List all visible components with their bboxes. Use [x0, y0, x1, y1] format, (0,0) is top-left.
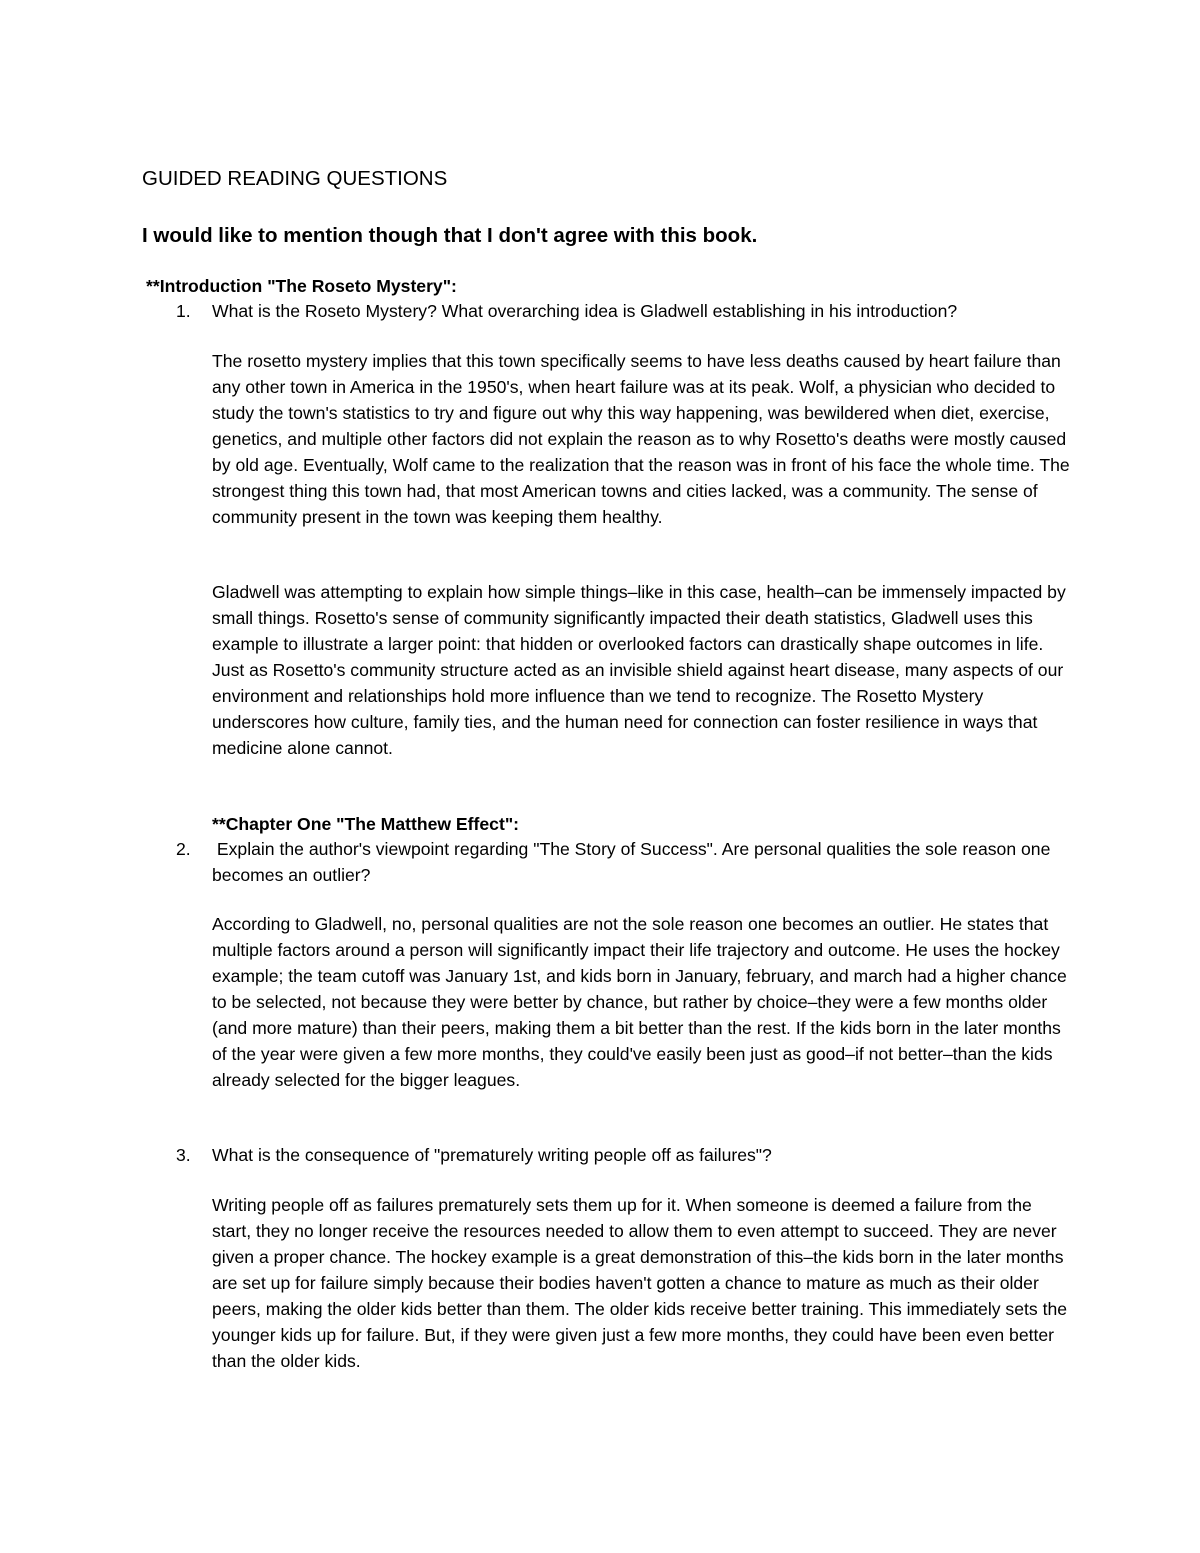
answer-paragraph: According to Gladwell, no, personal qualities are not the sole reason one becomes an outlier. He states that multiple factors around a person will significantly impact their life trajectory and outcome. He uses the hockey example; the team cutoff was January 1st, and kids born in January, february, and march had a higher chance to be selected, not because they were better by chance, but rather by choice–they were a few months older (and more mature) than their peers, making them a bit better than the rest. If the kids born in the later months of the year were given a few more months, they could've easily been just as good–if not better–than the kids already selected for the bigger leagues.: [212, 914, 1067, 1090]
question-number: 2.: [176, 839, 191, 859]
question-text: What is the Roseto Mystery? What overarching idea is Gladwell establishing in his introduction?: [212, 301, 958, 321]
section-heading-chapter-one: **Chapter One "The Matthew Effect":: [212, 814, 520, 834]
document-title: GUIDED READING QUESTIONS: [142, 167, 448, 190]
question-number: 1.: [176, 301, 191, 321]
question-text: Explain the author's viewpoint regarding "The Story of Success". Are personal qualities the sole reason one becomes an outlier?: [212, 839, 1056, 885]
answer-paragraph: Writing people off as failures prematurely sets them up for it. When someone is deemed a failure from the start, they no longer receive the resources needed to allow them to even attempt to succeed. They are never given a proper chance. The hockey example is a great demonstration of this–the kids born in the later months are set up for failure simply because their bodies haven't gotten a chance to mature as much as their older peers, making the older kids better than them. The older kids receive better training. This immediately sets the younger kids up for failure. But, if they were given just a few more months, they could have been even better than the older kids.: [212, 1195, 1068, 1371]
document-subtitle: I would like to mention though that I don't agree with this book.: [142, 224, 758, 247]
answer-paragraph: Gladwell was attempting to explain how simple things–like in this case, health–can be immensely impacted by small things. Rosetto's sense of community significantly impacted their death statistics, Gladwell uses this example to illustrate a larger point: that hidden or overlooked factors can drastically shape outcomes in life. Just as Rosetto's community structure acted as an invisible shield against heart disease, many aspects of our environment and relationships hold more influence than we tend to recognize. The Rosetto Mystery underscores how culture, family ties, and the human need for connection can foster resilience in ways that medicine alone cannot.: [212, 582, 1066, 758]
answer-paragraph: The rosetto mystery implies that this town specifically seems to have less deaths caused by heart failure than any other town in America in the 1950's, when heart failure was at its peak. Wolf, a physician who decided to study the town's statistics to try and figure out why this way happening, was bewildered when diet, exercise, genetics, and multiple other factors did not explain the reason as to why Rosetto's deaths were mostly caused by old age. Eventually, Wolf came to the realization that the reason was in front of his face the whole time. The strongest thing this town had, that most American towns and cities lacked, was a community. The sense of community present in the town was keeping them healthy.: [212, 351, 1070, 527]
question-text: What is the consequence of "prematurely writing people off as failures"?: [212, 1145, 772, 1165]
question-number: 3.: [176, 1145, 191, 1165]
section-heading-introduction: **Introduction "The Roseto Mystery":: [146, 276, 457, 296]
